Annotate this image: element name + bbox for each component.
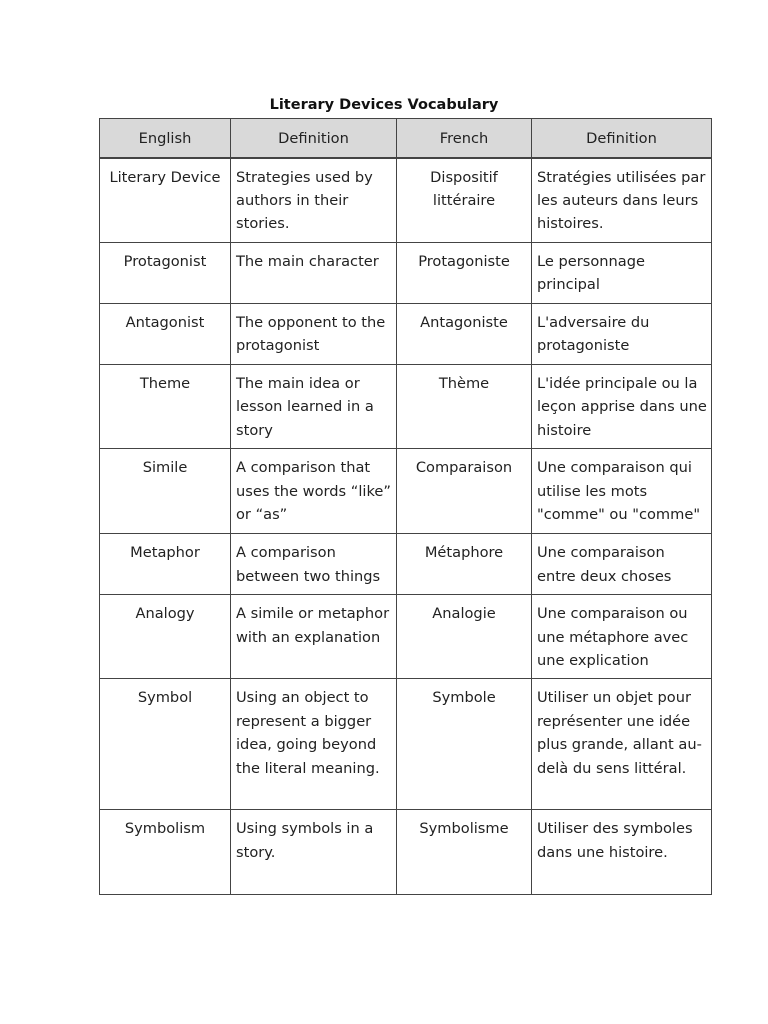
table-header-row bbox=[100, 119, 712, 158]
french-definition: Stratégies utilisées par les auteurs dans leurs histoires. bbox=[532, 158, 712, 243]
header-definition: Definition bbox=[231, 119, 397, 158]
french-definition: Le personnage principal bbox=[532, 243, 712, 304]
english-definition: The main character bbox=[231, 243, 397, 304]
vocabulary-table bbox=[99, 118, 712, 895]
french-term: Antagoniste bbox=[397, 304, 532, 365]
french-term: Protagoniste bbox=[397, 243, 532, 304]
table-row bbox=[100, 304, 712, 365]
french-definition: Utiliser un objet pour représenter une idée plus grande, allant au-delà du sens littéral. bbox=[532, 679, 712, 810]
french-definition: L'idée principale ou la leçon apprise dans une histoire bbox=[532, 365, 712, 449]
english-term: Symbol bbox=[100, 679, 231, 810]
english-definition: A comparison between two things bbox=[231, 534, 397, 595]
english-definition: Strategies used by authors in their stories. bbox=[231, 158, 397, 243]
french-definition: Une comparaison entre deux choses bbox=[532, 534, 712, 595]
french-term: Analogie bbox=[397, 595, 532, 679]
table-row bbox=[100, 595, 712, 679]
english-definition: The opponent to the protagonist bbox=[231, 304, 397, 365]
table-row bbox=[100, 365, 712, 449]
english-term: Theme bbox=[100, 365, 231, 449]
english-term: Antagonist bbox=[100, 304, 231, 365]
table-row bbox=[100, 679, 712, 810]
english-term: Metaphor bbox=[100, 534, 231, 595]
table-row bbox=[100, 810, 712, 895]
french-term: Dispositif littéraire bbox=[397, 158, 532, 243]
english-term: Symbolism bbox=[100, 810, 231, 895]
table-row bbox=[100, 534, 712, 595]
english-definition: A comparison that uses the words “like” or “as” bbox=[231, 449, 397, 534]
english-definition: A simile or metaphor with an explanation bbox=[231, 595, 397, 679]
english-term: Literary Device bbox=[100, 158, 231, 243]
english-term: Protagonist bbox=[100, 243, 231, 304]
header-definition-french: Definition bbox=[532, 119, 712, 158]
french-term: Comparaison bbox=[397, 449, 532, 534]
header-french: French bbox=[397, 119, 532, 158]
french-definition: L'adversaire du protagoniste bbox=[532, 304, 712, 365]
french-term: Thème bbox=[397, 365, 532, 449]
english-definition: The main idea or lesson learned in a story bbox=[231, 365, 397, 449]
french-definition: Utiliser des symboles dans une histoire. bbox=[532, 810, 712, 895]
french-term: Métaphore bbox=[397, 534, 532, 595]
table-row bbox=[100, 158, 712, 243]
english-term: Analogy bbox=[100, 595, 231, 679]
french-term: Symbole bbox=[397, 679, 532, 810]
french-definition: Une comparaison ou une métaphore avec une explication bbox=[532, 595, 712, 679]
english-term: Simile bbox=[100, 449, 231, 534]
french-term: Symbolisme bbox=[397, 810, 532, 895]
table-row bbox=[100, 449, 712, 534]
french-definition: Une comparaison qui utilise les mots "comme" ou "comme" bbox=[532, 449, 712, 534]
document-title: Literary Devices Vocabulary bbox=[269, 97, 499, 113]
table-row bbox=[100, 243, 712, 304]
header-english: English bbox=[100, 119, 231, 158]
english-definition: Using symbols in a story. bbox=[231, 810, 397, 895]
english-definition: Using an object to represent a bigger idea, going beyond the literal meaning. bbox=[231, 679, 397, 810]
